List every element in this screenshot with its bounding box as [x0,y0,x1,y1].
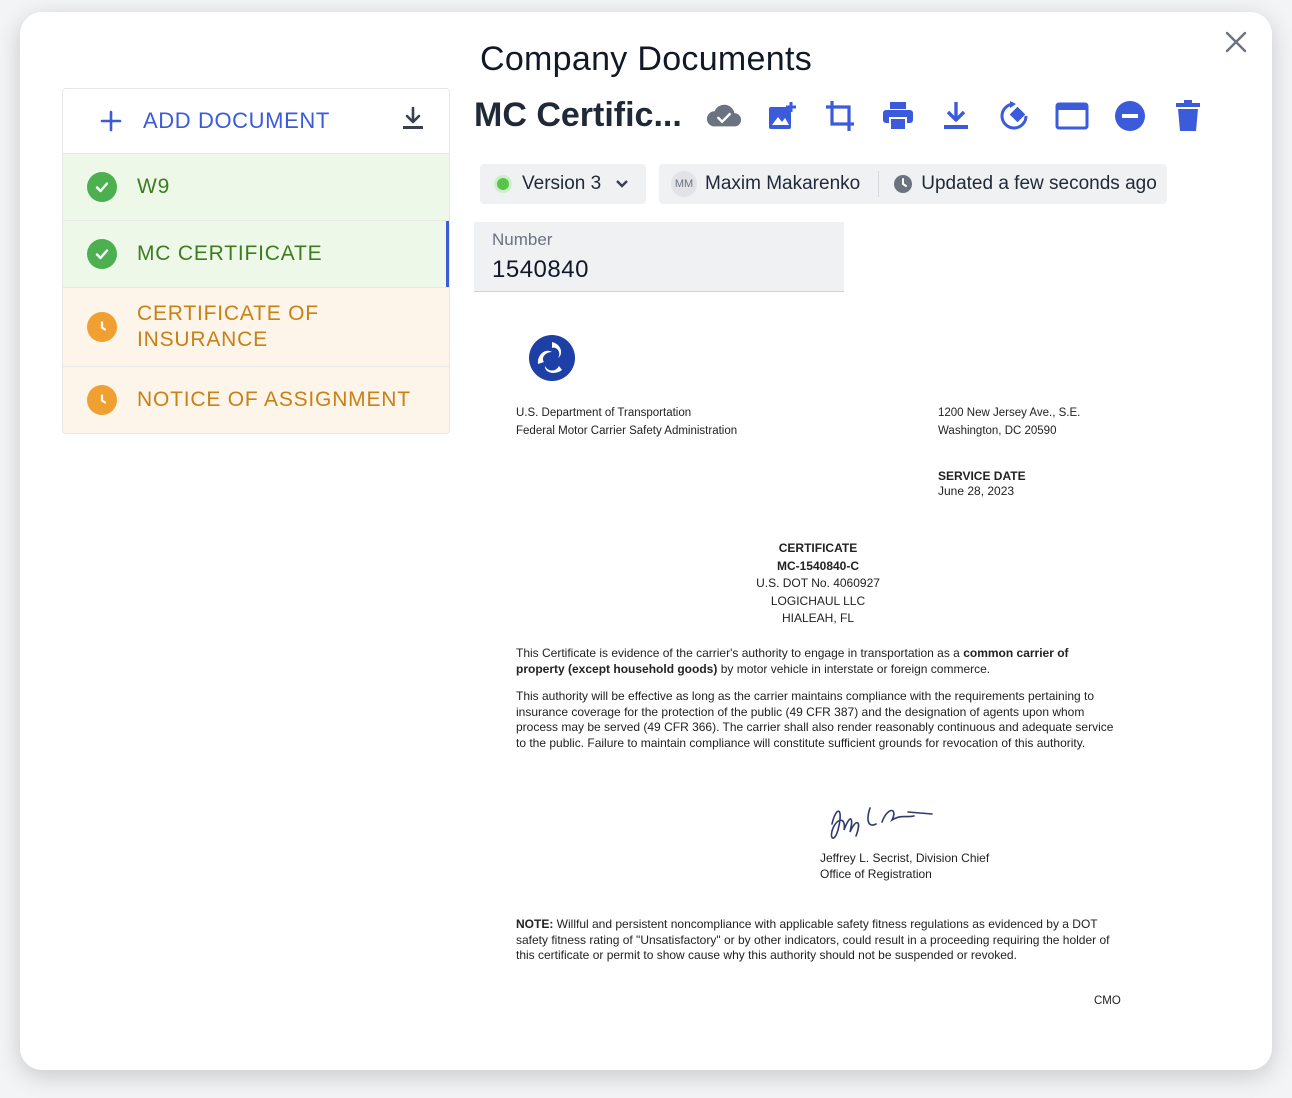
mc-number: MC-1540840-C [776,558,860,573]
window-icon[interactable] [1054,98,1090,134]
plus-icon [99,109,123,133]
sidebar-item-certificate-of-insurance[interactable] [63,288,449,367]
add-document-label: ADD DOCUMENT [143,108,330,133]
address-line-2: Washington, DC 20590 [938,425,1057,437]
add-document-button[interactable] [99,108,330,134]
crop-icon[interactable] [822,98,858,134]
signer-office: Office of Registration [820,866,932,881]
add-image-icon[interactable] [764,98,800,134]
agency-line-2: Federal Motor Carrier Safety Administration [516,425,738,437]
print-icon[interactable] [880,98,916,134]
footer-code: CMO [1094,995,1121,1007]
paragraph-1: This Certificate is evidence of the carrier's authority to engage in transportation as a common carrier of property (except household goods) by motor vehicle in interstate or foreign commerce. [516,646,1069,676]
avatar: MM [671,171,697,197]
cloud-icon[interactable] [706,98,742,134]
document-sidebar [62,88,450,434]
sidebar-item-label: W9 [137,175,171,198]
document-meta [659,164,1167,204]
paragraph-2: This authority will be effective as long as the carrier maintains compliance with the requirements pertaining to insurance coverage for the protection of the public (49 CFR 387) and the designation of agents upon whom process may be served (49 CFR 366). The carrier shall also render reasonably continuous and adequate service to the public. Failure to maintain compliance will constitute sufficient grounds for revocation of this authority. [516,689,1114,750]
sidebar-item-label: MC CERTIFICATE [137,242,323,265]
certificate-heading: CERTIFICATE [778,541,858,555]
number-value: 1540840 [492,256,589,283]
dot-number: U.S. DOT No. 4060927 [756,576,880,590]
sidebar-header [63,89,449,154]
signature [822,800,942,846]
chevron-down-icon [615,179,629,189]
sidebar-item-notice-of-assignment[interactable] [63,367,449,433]
signer-name: Jeffrey L. Secrist, Division Chief [820,851,990,865]
note-paragraph: NOTE: Willful and persistent noncompliance with applicable safety fitness regulations as evidenced by a DOT safety fitness rating of "Unsatisfactory" or by other indicators, could result in a proceeding requiring the holder of this certificate or permit to show cause why this authority should not be suspended or revoked. [516,917,1110,963]
rotate-icon[interactable] [996,98,1032,134]
divider [878,171,879,197]
service-date: June 28, 2023 [938,484,1015,498]
download-icon[interactable] [938,98,974,134]
close-icon[interactable] [1220,26,1252,58]
dot-logo [528,334,576,382]
sidebar-item-label: CERTIFICATE OF INSURANCE [137,302,319,351]
document-toolbar [706,98,1206,134]
number-field[interactable] [474,222,844,292]
address-line-1: 1200 New Jersey Ave., S.E. [938,407,1081,419]
status-dot [494,175,512,193]
clock-icon [893,174,913,194]
clock-icon [87,312,117,342]
company-name: LOGICHAUL LLC [770,593,866,608]
download-all-icon[interactable] [401,106,425,137]
number-label: Number [492,230,553,249]
check-circle-icon [87,239,117,269]
updated-time: Updated a few seconds ago [921,173,1157,194]
clock-icon [87,385,117,415]
agency-line-1: U.S. Department of Transportation [516,407,692,419]
modal-title: Company Documents [479,40,813,78]
version-select[interactable] [480,164,646,204]
remove-icon[interactable] [1112,98,1148,134]
document-title: MC Certific... [474,96,682,134]
sidebar-item-label: NOTICE OF ASSIGNMENT [137,388,411,411]
delete-icon[interactable] [1170,98,1206,134]
service-date-label: SERVICE DATE [938,469,1026,483]
documents-modal [20,12,1272,1070]
sidebar-item-w9[interactable] [63,154,449,221]
user-name: Maxim Makarenko [705,173,861,194]
company-location: HIALEAH, FL [781,611,855,625]
version-label: Version 3 [522,173,602,194]
check-circle-icon [87,172,117,202]
sidebar-item-mc-certificate[interactable] [63,221,449,288]
